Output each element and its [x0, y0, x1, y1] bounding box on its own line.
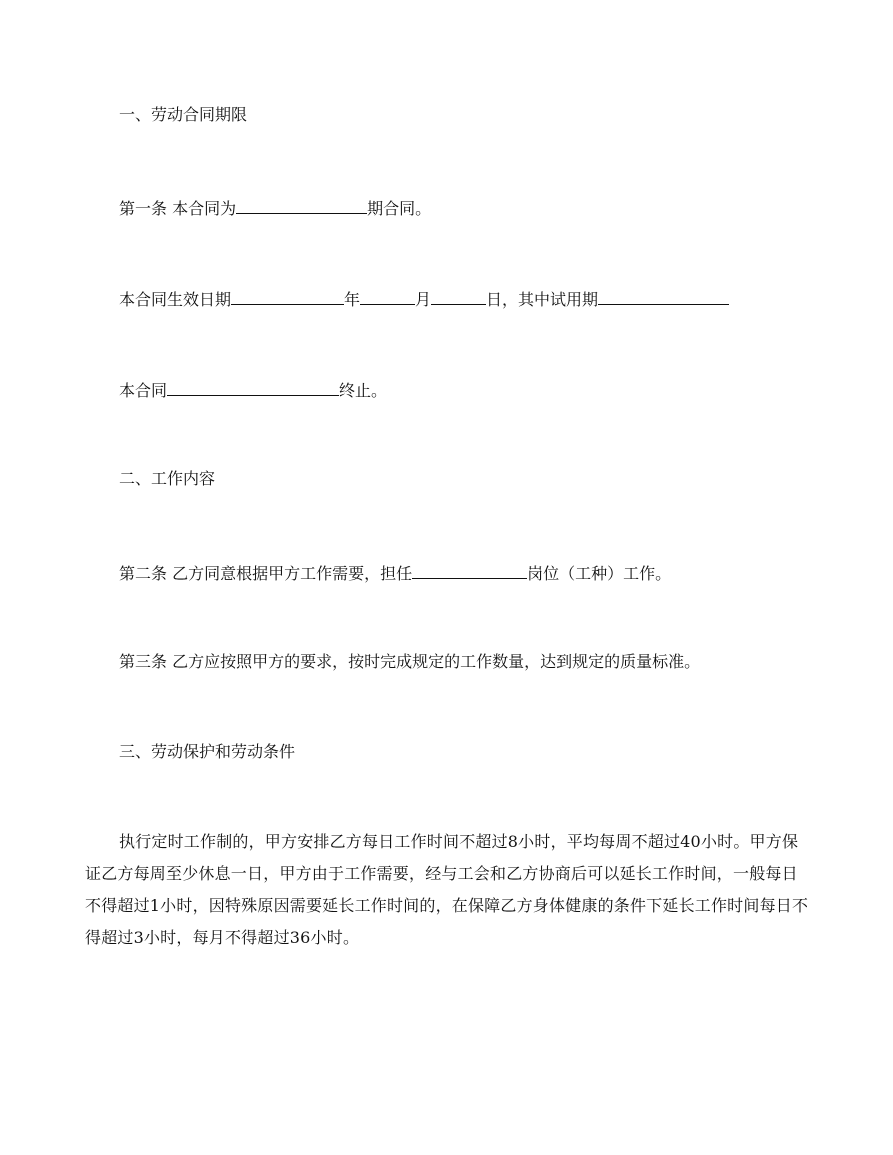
effective-month-blank[interactable] — [360, 289, 415, 305]
day-probation-label: 日，其中试用期 — [486, 290, 599, 309]
effective-day-blank[interactable] — [431, 289, 486, 305]
article-1-suffix: 期合同。 — [367, 199, 432, 218]
year-label: 年 — [344, 290, 361, 309]
probation-period-blank[interactable] — [598, 289, 729, 305]
month-label: 月 — [415, 290, 432, 309]
section-heading-contract-term: 一、劳动合同期限 — [119, 105, 248, 124]
contract-end-prefix: 本合同 — [119, 381, 168, 400]
contract-end-suffix: 终止。 — [339, 381, 388, 400]
effective-date-label: 本合同生效日期 — [119, 290, 232, 309]
article-1-prefix: 第一条 本合同为 — [119, 199, 237, 218]
section-heading-work-content: 二、工作内容 — [119, 469, 216, 488]
section-heading-labor-protection: 三、劳动保护和劳动条件 — [119, 742, 296, 761]
contract-end-line — [119, 380, 387, 400]
contract-end-blank[interactable] — [167, 380, 339, 396]
article-2-prefix: 第二条 乙方同意根据甲方工作需要，担任 — [119, 564, 413, 583]
position-blank[interactable] — [412, 563, 527, 579]
working-hours-text: 执行定时工作制的，甲方安排乙方每日工作时间不超过8小时，平均每周不超过40小时。甲方保证乙方每周至少休息一日，甲方由于工作需要，经与工会和乙方协商后可以延长工作时间，一般每日不得超过1小时，因特殊原因需要延长工作时间的，在保障乙方身体健康的条件下延长工作时间每日不得超过3小时，每月不得超过36小时。 — [85, 832, 809, 947]
article-3-line: 第三条 乙方应按照甲方的要求，按时完成规定的工作数量，达到规定的质量标准。 — [119, 652, 701, 671]
article-1-line — [119, 198, 431, 218]
contract-type-blank[interactable] — [236, 198, 367, 214]
article-2-line — [119, 563, 671, 583]
working-hours-paragraph — [85, 826, 813, 954]
article-2-suffix: 岗位（工种）工作。 — [527, 564, 672, 583]
effective-date-line — [119, 289, 729, 309]
effective-year-blank[interactable] — [231, 289, 344, 305]
